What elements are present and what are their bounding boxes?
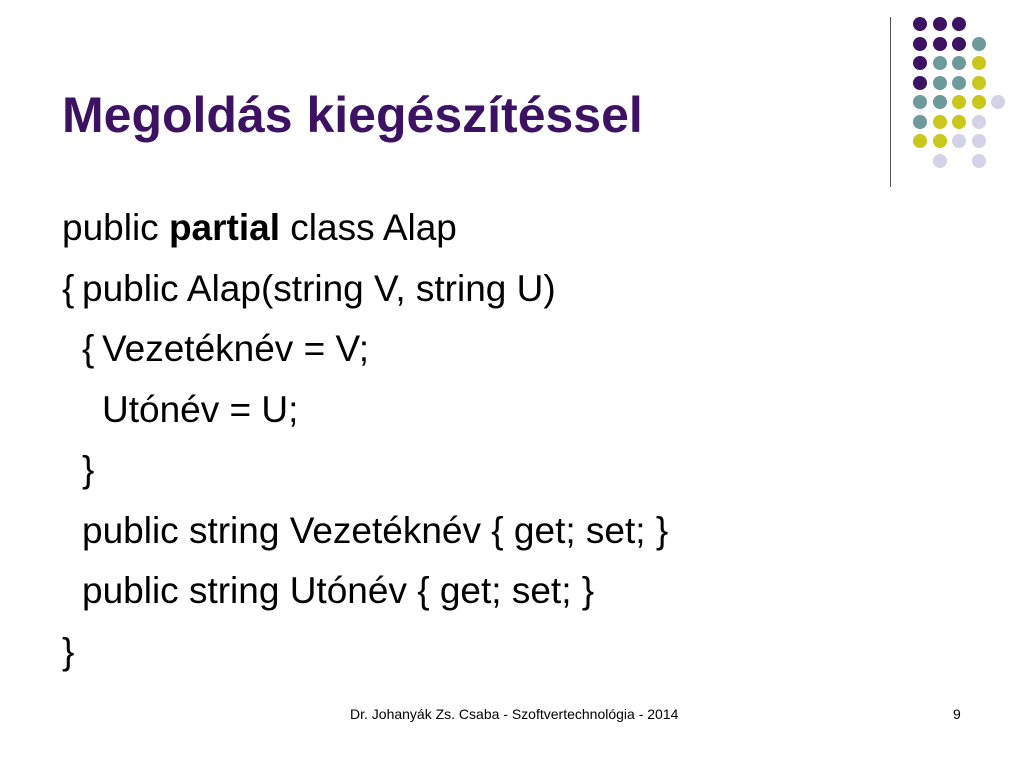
decorative-dot (933, 17, 947, 31)
code-text: } (62, 630, 75, 672)
decorative-dot (933, 115, 947, 129)
decorative-dot (972, 95, 986, 109)
code-brace: { (62, 267, 75, 309)
code-brace: { (82, 328, 95, 369)
decorative-dot (933, 154, 947, 168)
code-keyword-partial: partial (168, 207, 280, 248)
code-keyword: public (62, 207, 169, 248)
vertical-divider (890, 17, 891, 187)
decorative-dot (913, 134, 927, 148)
code-text: class Alap (280, 207, 457, 248)
decorative-dot (952, 76, 966, 90)
code-line-7 (62, 561, 668, 622)
decorative-dot (933, 37, 947, 51)
code-line-3 (62, 319, 668, 380)
code-text: public string Vezetéknév { get; set; } (82, 509, 669, 551)
code-line-8 (62, 622, 668, 683)
code-line-4 (62, 380, 668, 441)
decorative-dot (972, 154, 986, 168)
code-text: Utónév = U; (102, 388, 299, 430)
decorative-dot (972, 76, 986, 90)
decorative-dot (952, 134, 966, 148)
decorative-dot (952, 56, 966, 70)
code-line-2 (62, 259, 668, 320)
decorative-dot (933, 134, 947, 148)
slide-title: Megoldás kiegészítéssel (62, 87, 643, 143)
decorative-dot (952, 115, 966, 129)
code-text: public Alap(string V, string U) (82, 267, 556, 309)
decorative-dot (913, 95, 927, 109)
code-line-5 (62, 440, 668, 501)
decorative-dot (913, 115, 927, 129)
decorative-dot (972, 115, 986, 129)
decorative-dot (991, 95, 1005, 109)
footer-text: Dr. Johanyák Zs. Csaba - Szoftvertechnológia - 2014 (350, 706, 679, 722)
code-text: public string Utónév { get; set; } (82, 570, 595, 611)
code-text: } (82, 449, 95, 490)
decorative-dot (952, 37, 966, 51)
decorative-dot (913, 37, 927, 51)
decorative-dot (933, 56, 947, 70)
code-line-6 (62, 501, 668, 562)
decorative-dot (972, 37, 986, 51)
decorative-dot (952, 17, 966, 31)
decorative-dot (952, 95, 966, 109)
decorative-dot (972, 56, 986, 70)
code-line-1 (62, 198, 668, 259)
decorative-dot (933, 76, 947, 90)
code-text: Vezetéknév = V; (102, 328, 370, 369)
decorative-dot (913, 76, 927, 90)
decorative-dot (913, 56, 927, 70)
code-block (62, 198, 668, 682)
decorative-dot (972, 134, 986, 148)
decorative-dot (913, 17, 927, 31)
page-number: 9 (953, 706, 961, 722)
decorative-dot (933, 95, 947, 109)
